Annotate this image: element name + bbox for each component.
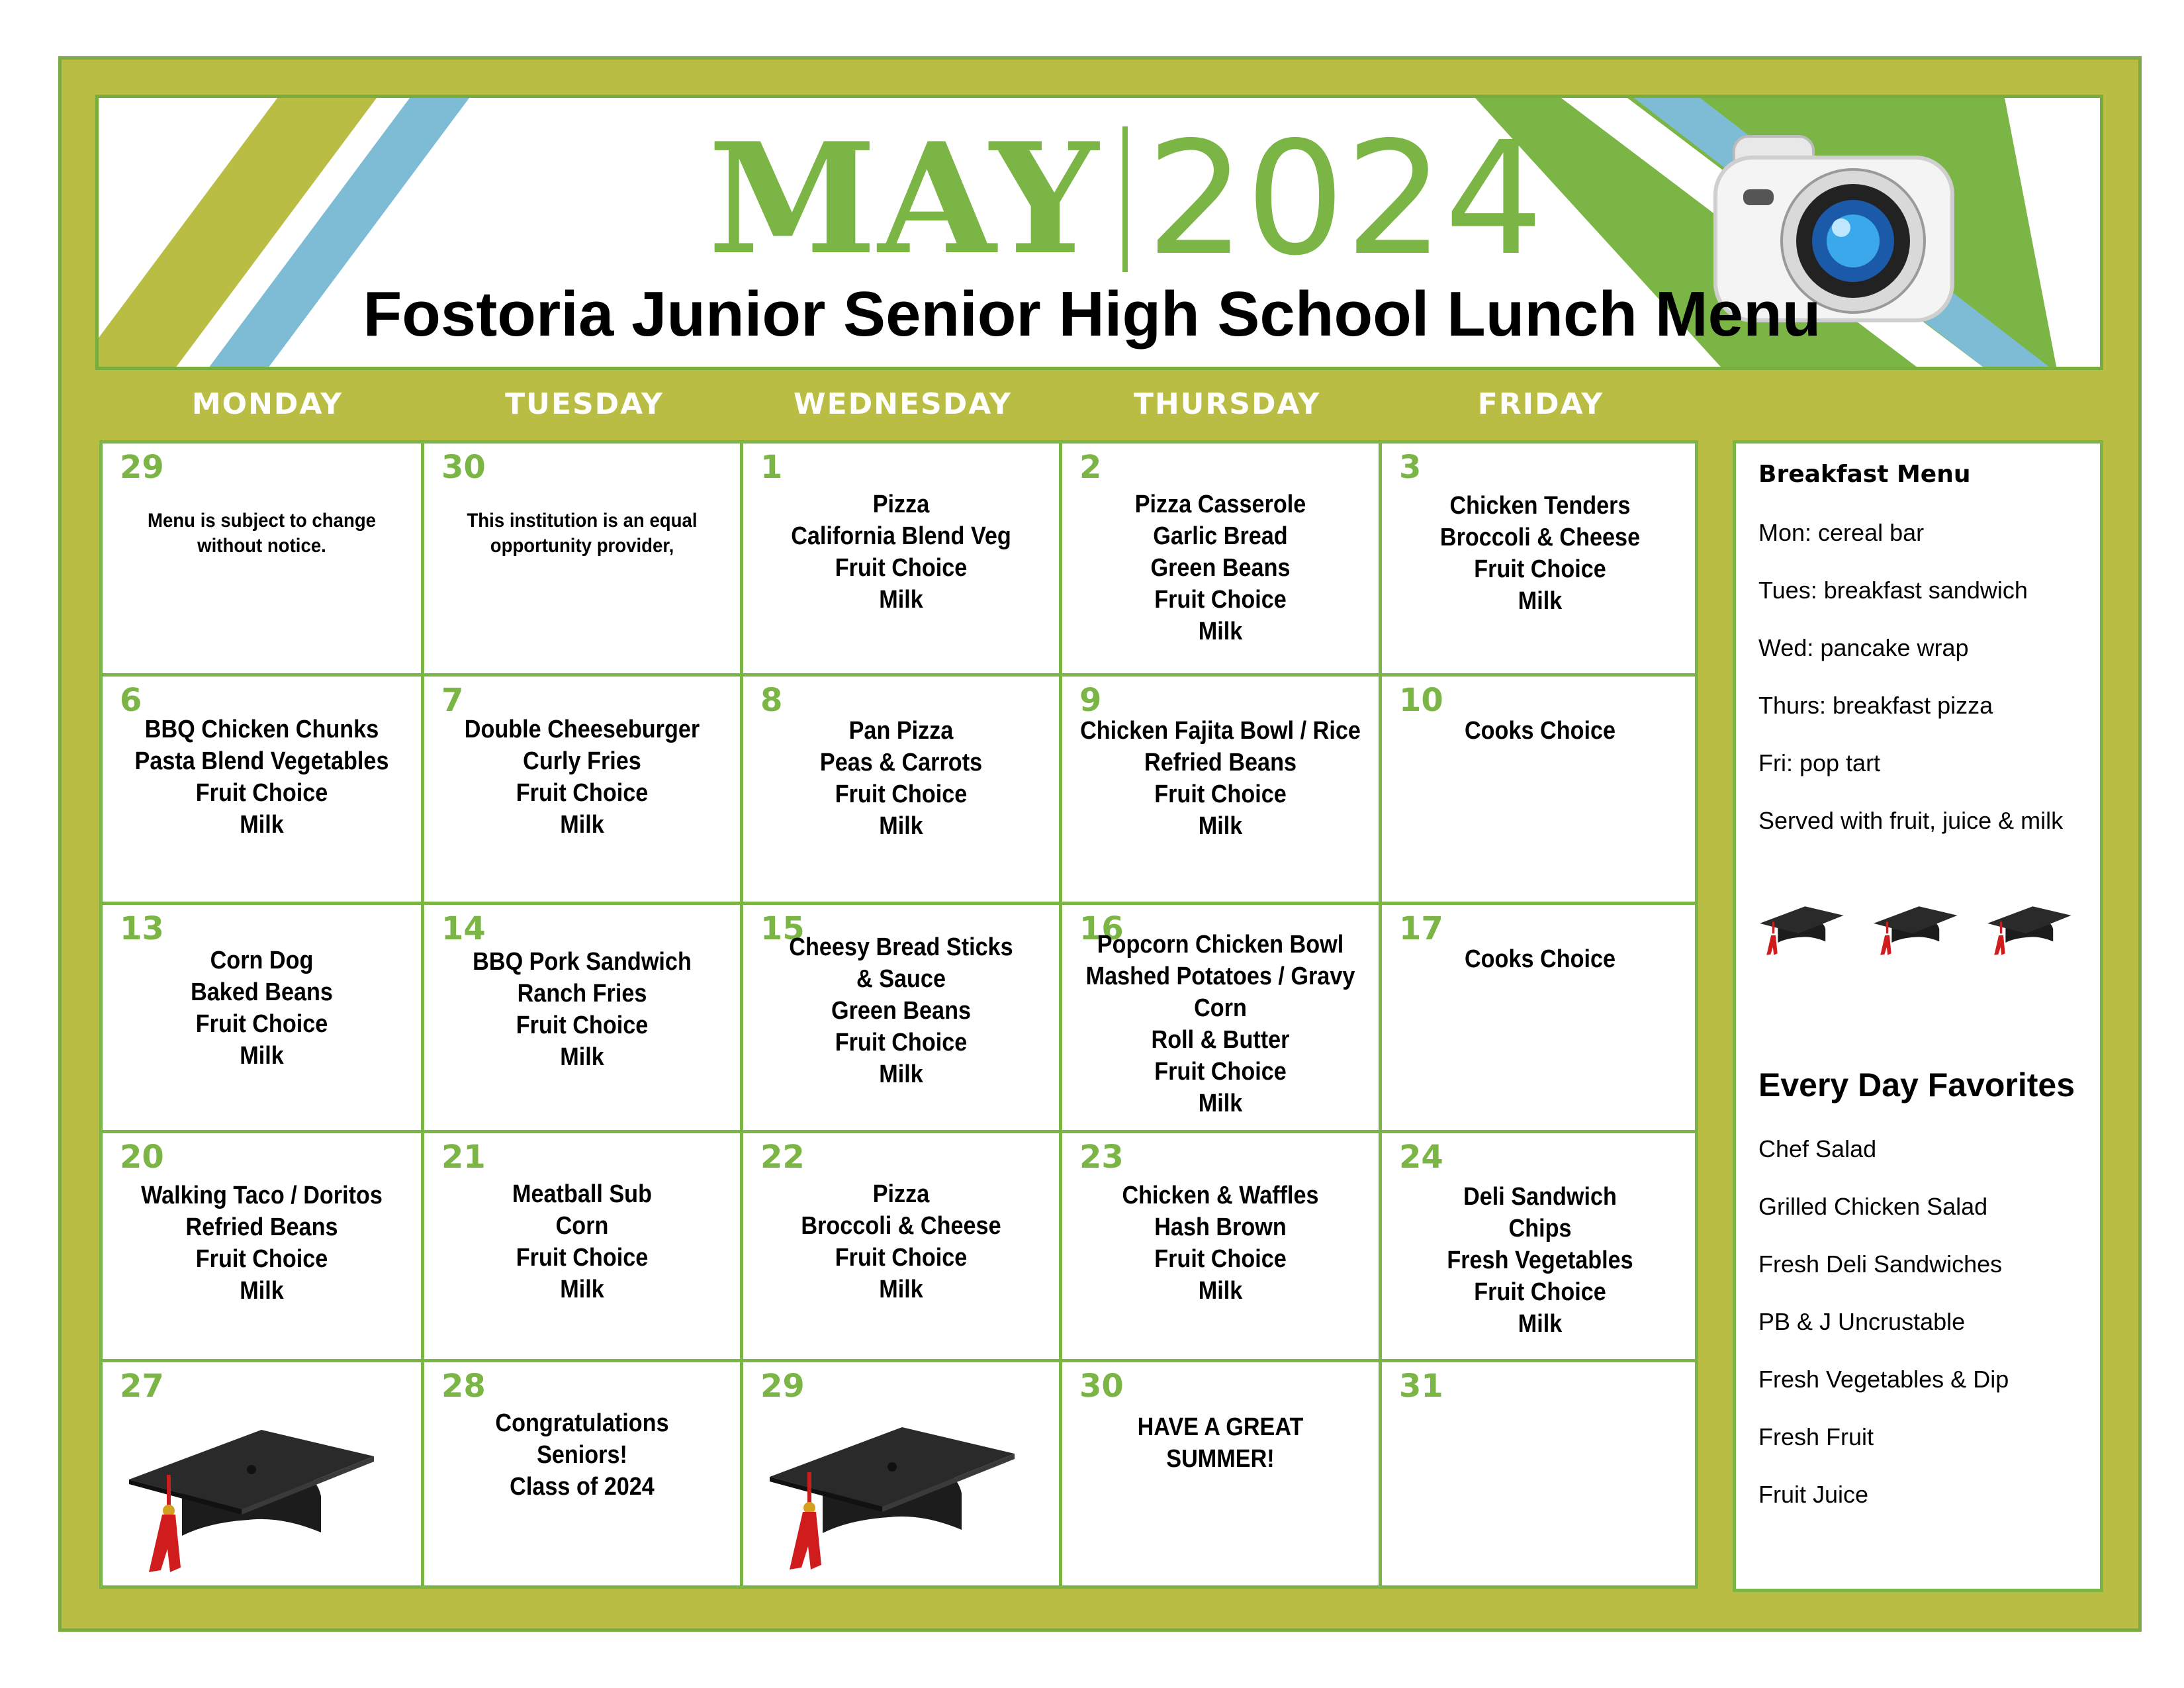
day-number: 1 xyxy=(760,449,783,486)
graduation-cap-icon xyxy=(1874,894,1960,960)
menu-item: Seniors! xyxy=(537,1441,627,1469)
day-cell xyxy=(103,444,421,673)
menu-item: Class of 2024 xyxy=(510,1473,655,1501)
school-title: Fostoria Junior Senior High School Lunch Menu xyxy=(363,279,1821,350)
menu-items xyxy=(1078,1411,1363,1475)
menu-item: Fruit Choice xyxy=(1154,1245,1287,1273)
day-cell xyxy=(1382,1362,1698,1589)
day-cell xyxy=(743,905,1059,1130)
menu-items xyxy=(118,714,405,841)
menu-item: Fruit Choice xyxy=(1474,1278,1606,1306)
day-cell xyxy=(103,1133,421,1359)
day-cell xyxy=(1382,444,1698,673)
menu-item: Milk xyxy=(560,811,604,839)
day-header-wednesday: WEDNESDAY xyxy=(794,387,1012,421)
menu-item: Milk xyxy=(879,586,923,614)
menu-items xyxy=(1078,715,1363,842)
day-number: 29 xyxy=(120,449,164,486)
breakfast-item: Served with fruit, juice & milk xyxy=(1758,807,2064,834)
breakfast-item: Fri: pop tart xyxy=(1758,749,1881,776)
note-line: without notice. xyxy=(197,535,326,557)
menu-item: Fruit Choice xyxy=(835,1029,968,1056)
menu-items xyxy=(1398,943,1682,975)
favorites-title: Every Day Favorites xyxy=(1758,1066,2075,1103)
menu-items xyxy=(759,931,1043,1090)
menu-item: Refried Beans xyxy=(1144,749,1297,776)
day-number: 30 xyxy=(1079,1368,1124,1405)
menu-item: California Blend Veg xyxy=(791,522,1011,550)
menu-item: Milk xyxy=(1198,1277,1243,1305)
day-number: 30 xyxy=(441,449,486,486)
note-line: Menu is subject to change xyxy=(147,510,377,532)
day-number: 6 xyxy=(120,682,142,719)
menu-item: Milk xyxy=(560,1043,604,1071)
menu-item: Peas & Carrots xyxy=(819,749,983,776)
menu-item: Fruit Choice xyxy=(1154,780,1287,808)
breakfast-menu-title: Breakfast Menu xyxy=(1758,461,1971,488)
menu-item: HAVE A GREAT xyxy=(1137,1413,1304,1441)
menu-item: Fruit Choice xyxy=(1154,1058,1287,1086)
day-number: 16 xyxy=(1079,910,1124,947)
menu-item: Pasta Blend Vegetables xyxy=(134,747,389,775)
breakfast-item: Thurs: breakfast pizza xyxy=(1758,692,1993,719)
favorite-item: PB & J Uncrustable xyxy=(1758,1308,1966,1335)
menu-item: Baked Beans xyxy=(191,978,333,1006)
day-number: 14 xyxy=(441,910,486,947)
menu-item: Chips xyxy=(1508,1215,1572,1243)
day-cell xyxy=(743,1133,1059,1359)
menu-item: & Sauce xyxy=(856,965,946,993)
note-line: opportunity provider, xyxy=(490,535,674,557)
menu-items xyxy=(1398,1181,1682,1340)
menu-items xyxy=(440,1178,724,1305)
day-cell xyxy=(1382,677,1698,902)
menu-item: Cooks Choice xyxy=(1464,945,1616,973)
day-number: 23 xyxy=(1079,1139,1124,1176)
day-number: 2 xyxy=(1079,449,1102,486)
menu-item: Cheesy Bread Sticks xyxy=(789,933,1013,961)
day-cell xyxy=(1062,444,1379,673)
menu-items xyxy=(440,1407,724,1503)
menu-item: Fruit Choice xyxy=(516,779,649,807)
day-number: 9 xyxy=(1079,682,1102,719)
day-cell xyxy=(743,444,1059,673)
menu-item: Pizza Casserole xyxy=(1134,491,1306,518)
menu-items xyxy=(1078,929,1363,1119)
graduation-cap-icon xyxy=(770,1394,1021,1579)
favorite-item: Chef Salad xyxy=(1758,1135,1877,1162)
menu-item: Cooks Choice xyxy=(1464,717,1616,745)
menu-item: BBQ Pork Sandwich xyxy=(473,948,692,976)
menu-item: Milk xyxy=(560,1276,604,1303)
menu-item: Roll & Butter xyxy=(1151,1026,1290,1054)
day-cell xyxy=(424,1362,740,1589)
menu-item: Mashed Potatoes / Gravy xyxy=(1085,962,1355,990)
day-number: 17 xyxy=(1399,910,1443,947)
menu-item: Fruit Choice xyxy=(1474,555,1606,583)
day-number: 28 xyxy=(441,1368,486,1405)
day-cell xyxy=(1382,1133,1698,1359)
breakfast-item: Mon: cereal bar xyxy=(1758,519,1925,546)
menu-item: Milk xyxy=(1198,812,1243,840)
lunch-calendar-grid xyxy=(99,440,1698,1589)
year-label: 2024 xyxy=(1146,108,1544,290)
day-number: 29 xyxy=(760,1368,805,1405)
menu-item: Corn Dog xyxy=(210,947,314,974)
day-cell xyxy=(1062,905,1379,1130)
menu-item: BBQ Chicken Chunks xyxy=(144,716,379,743)
day-cell xyxy=(424,444,740,673)
menu-item: Refried Beans xyxy=(185,1213,338,1241)
day-cell xyxy=(1382,905,1698,1130)
menu-item: SUMMER! xyxy=(1166,1445,1275,1473)
menu-item: Chicken Tenders xyxy=(1449,492,1631,520)
menu-item: Milk xyxy=(240,1277,284,1305)
menu-items xyxy=(440,714,724,841)
menu-item: Deli Sandwich xyxy=(1463,1183,1617,1211)
day-number: 24 xyxy=(1399,1139,1443,1176)
day-number: 20 xyxy=(120,1139,164,1176)
day-cell xyxy=(424,677,740,902)
menu-item: Fruit Choice xyxy=(835,554,968,582)
equal-opportunity-note xyxy=(437,508,727,559)
menu-item: Chicken Fajita Bowl / Rice xyxy=(1080,717,1361,745)
day-cell xyxy=(103,905,421,1130)
day-cell xyxy=(103,1362,421,1589)
menu-items xyxy=(1398,490,1682,617)
menu-item: Fruit Choice xyxy=(195,1245,328,1273)
menu-items xyxy=(118,945,405,1072)
day-number: 7 xyxy=(441,682,464,719)
breakfast-item: Tues: breakfast sandwich xyxy=(1758,577,2028,604)
day-number: 27 xyxy=(120,1368,164,1405)
menu-item: Fruit Choice xyxy=(516,1244,649,1272)
day-number: 13 xyxy=(120,910,164,947)
disclaimer-note xyxy=(115,508,408,559)
month-label: MAY xyxy=(708,110,1100,289)
menu-item: Fruit Choice xyxy=(1154,586,1287,614)
menu-items xyxy=(1078,489,1363,647)
day-header-tuesday: TUESDAY xyxy=(505,387,664,421)
menu-item: Ranch Fries xyxy=(517,980,647,1008)
menu-item: Milk xyxy=(879,812,923,840)
menu-item: Chicken & Waffles xyxy=(1122,1182,1319,1209)
menu-item: Pan Pizza xyxy=(848,717,954,745)
menu-item: Green Beans xyxy=(831,997,971,1025)
day-header-thursday: THURSDAY xyxy=(1133,387,1321,421)
menu-item: Pizza xyxy=(872,1180,930,1208)
menu-item: Popcorn Chicken Bowl xyxy=(1097,931,1344,959)
menu-item: Milk xyxy=(240,1042,284,1070)
day-cell xyxy=(1062,677,1379,902)
menu-item: Broccoli & Cheese xyxy=(801,1212,1001,1240)
menu-item: Walking Taco / Doritos xyxy=(141,1182,383,1209)
graduation-cap-icon xyxy=(1760,894,1846,960)
menu-item: Corn xyxy=(1194,994,1247,1022)
day-header-monday: MONDAY xyxy=(191,387,343,421)
menu-items xyxy=(759,715,1043,842)
menu-item: Fruit Choice xyxy=(516,1011,649,1039)
menu-item: Milk xyxy=(1198,618,1243,645)
menu-item: Curly Fries xyxy=(523,747,641,775)
day-cell xyxy=(424,1133,740,1359)
day-number: 10 xyxy=(1399,682,1443,719)
day-number: 31 xyxy=(1399,1368,1443,1405)
menu-item: Broccoli & Cheese xyxy=(1439,524,1641,551)
menu-items xyxy=(118,1180,405,1307)
menu-items xyxy=(1078,1180,1363,1307)
day-cell xyxy=(1062,1362,1379,1589)
menu-item: Milk xyxy=(1518,1310,1563,1338)
month-year-title xyxy=(708,108,1544,290)
menu-item: Milk xyxy=(1198,1090,1243,1117)
day-number: 3 xyxy=(1399,449,1422,486)
favorite-item: Grilled Chicken Salad xyxy=(1758,1193,1988,1220)
menu-item: Milk xyxy=(1518,587,1563,615)
menu-item: Pizza xyxy=(872,491,930,518)
day-cell xyxy=(743,1362,1059,1589)
day-number: 15 xyxy=(760,910,805,947)
breakfast-item: Wed: pancake wrap xyxy=(1758,634,1969,661)
menu-item: Garlic Bread xyxy=(1153,522,1288,550)
menu-item: Milk xyxy=(240,811,284,839)
day-number: 8 xyxy=(760,682,783,719)
sidebar-panel xyxy=(1733,440,2103,1592)
menu-item: Milk xyxy=(879,1276,923,1303)
menu-item: Green Beans xyxy=(1150,554,1291,582)
day-number: 21 xyxy=(441,1139,486,1176)
menu-item: Corn xyxy=(555,1212,609,1240)
menu-item: Fruit Choice xyxy=(835,780,968,808)
menu-item: Meatball Sub xyxy=(512,1180,652,1208)
menu-item: Fresh Vegetables xyxy=(1447,1246,1633,1274)
favorite-item: Fresh Deli Sandwiches xyxy=(1758,1250,2003,1278)
favorite-item: Fruit Juice xyxy=(1758,1481,1869,1508)
favorite-item: Fresh Fruit xyxy=(1758,1423,1874,1450)
menu-item: Hash Brown xyxy=(1154,1213,1287,1241)
menu-item: Double Cheeseburger xyxy=(464,716,700,743)
menu-items xyxy=(759,1178,1043,1305)
day-cell xyxy=(743,677,1059,902)
menu-item: Fruit Choice xyxy=(195,779,328,807)
day-cell xyxy=(103,677,421,902)
menu-item: Fruit Choice xyxy=(195,1010,328,1038)
day-cell xyxy=(1062,1133,1379,1359)
menu-item: Congratulations xyxy=(495,1409,669,1437)
favorite-item: Fresh Vegetables & Dip xyxy=(1758,1366,2009,1393)
day-header-friday: FRIDAY xyxy=(1477,387,1604,421)
note-line: This institution is an equal xyxy=(467,510,698,532)
menu-items xyxy=(440,946,724,1073)
graduation-cap-icon xyxy=(129,1397,381,1582)
menu-items xyxy=(1398,715,1682,747)
graduation-cap-icon xyxy=(1987,894,2073,960)
menu-item: Fruit Choice xyxy=(835,1244,968,1272)
title-divider xyxy=(1122,126,1128,272)
menu-items xyxy=(759,489,1043,616)
menu-item: Milk xyxy=(879,1060,923,1088)
day-number: 22 xyxy=(760,1139,805,1176)
day-cell xyxy=(424,905,740,1130)
